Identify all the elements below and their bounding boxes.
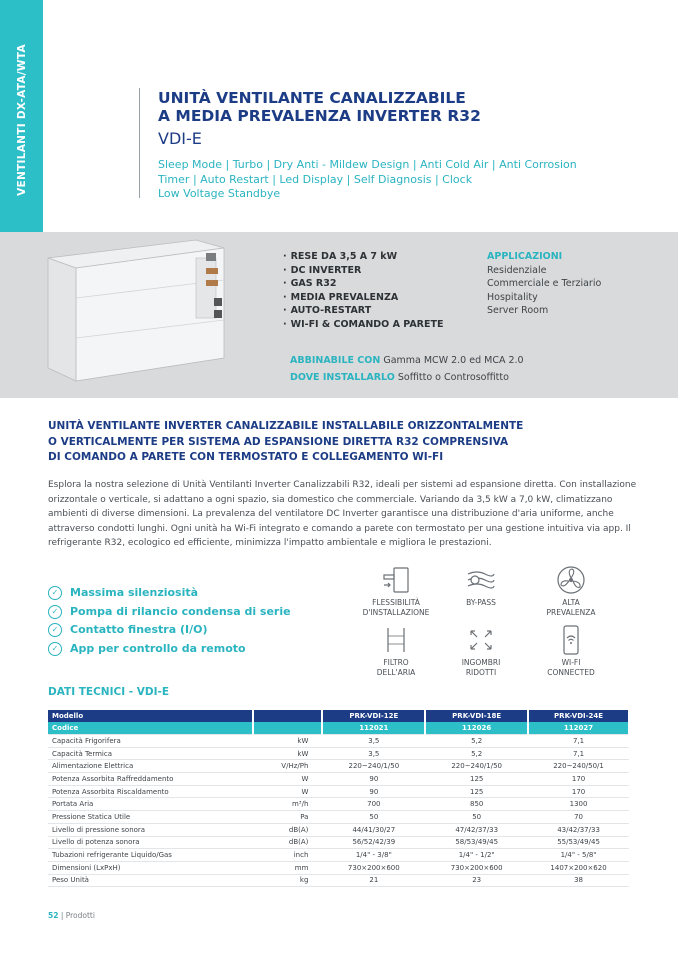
table-header-cell <box>253 710 323 722</box>
spec-item: · WI-FI & COMANDO A PARETE <box>283 318 443 332</box>
spec-item: · DC INVERTER <box>283 264 443 278</box>
table-cell: kg <box>253 874 323 887</box>
table-cell: Portata Aria <box>48 798 253 811</box>
table-cell: 170 <box>528 773 629 786</box>
application-item: Server Room <box>487 305 549 316</box>
table-cell: 5,2 <box>425 747 528 760</box>
page-number: 52 <box>48 911 59 920</box>
table-cell: 220~240/1/50 <box>425 760 528 773</box>
table-cell: Pressione Statica Utile <box>48 811 253 824</box>
features-line-1: Sleep Mode | Turbo | Dry Anti - Mildew Design | Anti Cold Air | Anti Corrosion <box>158 158 577 171</box>
table-row <box>48 798 629 811</box>
table-cell: 850 <box>425 798 528 811</box>
table-cell: 7,1 <box>528 735 629 748</box>
table-cell: Capacità Frigorifera <box>48 735 253 748</box>
spec-item: · RESE DA 3,5 A 7 kW <box>283 250 443 264</box>
table-cell: Livello di pressione sonora <box>48 823 253 836</box>
table-cell: 1300 <box>528 798 629 811</box>
combinable-and-install <box>290 352 524 386</box>
table-cell <box>253 722 323 735</box>
table-cell: 58/53/49/45 <box>425 836 528 849</box>
table-cell: 7,1 <box>528 747 629 760</box>
table-cell: 38 <box>528 874 629 887</box>
table-header-cell: PRK-VDI-12E <box>322 710 425 722</box>
table-row <box>48 735 629 748</box>
install-label: DOVE INSTALLARLO <box>290 372 395 383</box>
checklist-label: Pompa di rilancio condensa di serie <box>70 604 291 618</box>
checklist-item <box>48 584 291 603</box>
application-item: Hospitality <box>487 291 538 303</box>
section-heading <box>48 419 648 466</box>
feature-wifi <box>516 625 626 678</box>
table-cell: 1/4" - 5/8" <box>528 849 629 862</box>
title-divider <box>139 88 140 198</box>
check-icon: ✓ <box>48 642 62 656</box>
table-cell: 1/4" - 3/8" <box>322 849 425 862</box>
section-heading-line-3: DI COMANDO A PARETE CON TERMOSTATO E COLLEGAMENTO WI-FI <box>48 451 444 463</box>
title-line-2: A MEDIA PREVALENZA INVERTER R32 <box>158 107 481 125</box>
table-cell: Alimentazione Elettrica <box>48 760 253 773</box>
table-cell: 170 <box>528 785 629 798</box>
table-cell: Potenza Assorbita Riscaldamento <box>48 785 253 798</box>
table-cell: kW <box>253 747 323 760</box>
checklist-label: App per controllo da remoto <box>70 641 246 655</box>
install-value: Soffitto o Controsoffitto <box>397 372 509 383</box>
product-title <box>158 89 481 125</box>
table-header-row <box>48 710 629 722</box>
icon-label: BY-PASS <box>466 598 496 607</box>
table-cell: mm <box>253 861 323 874</box>
air-filter-icon <box>380 625 412 655</box>
table-header-cell: PRK-VDI-18E <box>425 710 528 722</box>
table-cell: 44/41/30/27 <box>322 823 425 836</box>
icon-label: ALTA PREVALENZA <box>546 598 596 617</box>
icon-label: INGOMBRI RIDOTTI <box>461 658 501 677</box>
table-cell: 23 <box>425 874 528 887</box>
section-heading-line-2: O VERTICALMENTE PER SISTEMA AD ESPANSIONE DIRETTA R32 COMPRENSIVA <box>48 435 509 448</box>
table-header-cell: Modello <box>48 710 253 722</box>
icon-label: FILTRO DELL'ARIA <box>376 658 416 677</box>
table-cell: 730×200×600 <box>322 861 425 874</box>
table-row <box>48 849 629 862</box>
combinable-value: Gamma MCW 2.0 ed MCA 2.0 <box>383 355 524 366</box>
table-cell: Capacità Termica <box>48 747 253 760</box>
bypass-icon <box>465 565 497 595</box>
combinable-label: ABBINABILE CON <box>290 355 381 366</box>
table-cell: 112027 <box>528 722 629 735</box>
table-code-row <box>48 722 629 735</box>
table-row <box>48 747 629 760</box>
check-icon: ✓ <box>48 586 62 600</box>
table-cell: 3,5 <box>322 747 425 760</box>
table-cell: 70 <box>528 811 629 824</box>
table-cell: Codice <box>48 722 253 735</box>
table-cell: dB(A) <box>253 836 323 849</box>
applications-heading: APPLICAZIONI <box>487 251 563 262</box>
features-line-2: Timer | Auto Restart | Led Display | Self Diagnosis | Clock <box>158 172 473 186</box>
description-paragraph: Esplora la nostra selezione di Unità Ventilanti Inverter Canalizzabili R32, ideali per sistemi ad espansione diretta. Con installazione orizzontale o verticale, si adattano a ogni spazio, sia domestico che commerciale. Variando da 3,5 kW a 7,0 kW, climatizzano ambienti di diverse dimensioni. La prevalenza del ventilatore DC Inverter garantisce una distribuzione d'aria uniforme, anche attraverso condotti lunghi. Ogni unità ha Wi-Fi integrato e comando a parete con termostato per una gestione intuitiva via app. Il refrigerante R32, ecologico ed efficiente, minimizza l'impatto ambientale e migliora le prestazioni. <box>48 480 637 548</box>
table-cell: 112026 <box>425 722 528 735</box>
applications <box>487 250 601 318</box>
page-footer: 52 | Prodotti <box>48 911 95 920</box>
table-cell: Tubazioni refrigerante Liquido/Gas <box>48 849 253 862</box>
spec-item: · AUTO-RESTART <box>283 304 443 318</box>
table-cell: Potenza Assorbita Raffreddamento <box>48 773 253 786</box>
table-cell: 56/52/42/39 <box>322 836 425 849</box>
table-cell: 700 <box>322 798 425 811</box>
table-cell: Dimensioni (LxPxH) <box>48 861 253 874</box>
feature-high-pressure <box>516 565 626 618</box>
table-row <box>48 874 629 887</box>
table-cell: 1/4" - 1/2" <box>425 849 528 862</box>
table-cell: 50 <box>322 811 425 824</box>
checklist-item <box>48 640 291 659</box>
table-cell: 47/42/37/33 <box>425 823 528 836</box>
table-cell: 90 <box>322 773 425 786</box>
table-cell: W <box>253 773 323 786</box>
table-row <box>48 811 629 824</box>
check-icon: ✓ <box>48 605 62 619</box>
table-cell: 112021 <box>322 722 425 735</box>
feature-list <box>158 158 608 202</box>
table-cell: inch <box>253 849 323 862</box>
table-cell: Livello di potenza sonora <box>48 836 253 849</box>
features-line-3: Low Voltage Standbye <box>158 187 281 200</box>
table-cell: m³/h <box>253 798 323 811</box>
table-cell: 220~240/50/1 <box>528 760 629 773</box>
checklist-label: Contatto finestra (I/O) <box>70 623 208 636</box>
table-row <box>48 861 629 874</box>
table-cell: W <box>253 785 323 798</box>
table-cell: 730×200×600 <box>425 861 528 874</box>
table-row <box>48 760 629 773</box>
tech-data-table <box>48 710 630 887</box>
application-item: Commerciale e Terziario <box>487 278 602 289</box>
feature-checklist <box>48 584 291 658</box>
application-item: Residenziale <box>487 264 547 276</box>
icon-label: FLESSIBILITÀ D'INSTALLAZIONE <box>362 598 430 617</box>
table-row <box>48 785 629 798</box>
checklist-item <box>48 603 291 622</box>
compact-size-icon <box>465 625 497 655</box>
flexibility-icon <box>380 565 412 595</box>
ducted-unit-image <box>46 238 231 383</box>
spec-item: · MEDIA PREVALENZA <box>283 291 443 305</box>
table-cell: 3,5 <box>322 735 425 748</box>
table-cell: V/Hz/Ph <box>253 760 323 773</box>
table-cell: kW <box>253 735 323 748</box>
side-tab-label: VENTILANTI DX-ATA/WTA <box>16 44 28 196</box>
wifi-phone-icon <box>555 625 587 655</box>
side-section-tab <box>0 0 43 240</box>
tech-data-title: DATI TECNICI - VDI-E <box>48 686 170 698</box>
icon-label: WI-FI CONNECTED <box>547 658 595 677</box>
checklist-label: Massima silenziosità <box>70 586 199 599</box>
table-cell: Peso Unità <box>48 874 253 887</box>
footer-section: Prodotti <box>65 911 95 920</box>
table-cell: 90 <box>322 785 425 798</box>
table-row <box>48 823 629 836</box>
check-icon: ✓ <box>48 623 62 637</box>
checklist-item <box>48 621 291 640</box>
table-cell: Pa <box>253 811 323 824</box>
table-cell: 55/53/49/45 <box>528 836 629 849</box>
title-line-1: UNITÀ VENTILANTE CANALIZZABILE <box>158 89 466 107</box>
spec-item: · GAS R32 <box>283 277 443 291</box>
table-cell: 43/42/37/33 <box>528 823 629 836</box>
table-cell: dB(A) <box>253 823 323 836</box>
section-heading-line-1: UNITÀ VENTILANTE INVERTER CANALIZZABILE INSTALLABILE ORIZZONTALMENTE <box>48 420 524 432</box>
table-cell: 50 <box>425 811 528 824</box>
table-cell: 125 <box>425 773 528 786</box>
table-cell: 1407×200×620 <box>528 861 629 874</box>
model-name: VDI-E <box>158 129 202 148</box>
table-row <box>48 836 629 849</box>
key-specs-list <box>283 250 443 331</box>
fan-icon <box>555 565 587 595</box>
table-header-cell: PRK-VDI-24E <box>528 710 629 722</box>
table-row <box>48 773 629 786</box>
table-cell: 21 <box>322 874 425 887</box>
table-cell: 5,2 <box>425 735 528 748</box>
table-cell: 125 <box>425 785 528 798</box>
table-cell: 220~240/1/50 <box>322 760 425 773</box>
